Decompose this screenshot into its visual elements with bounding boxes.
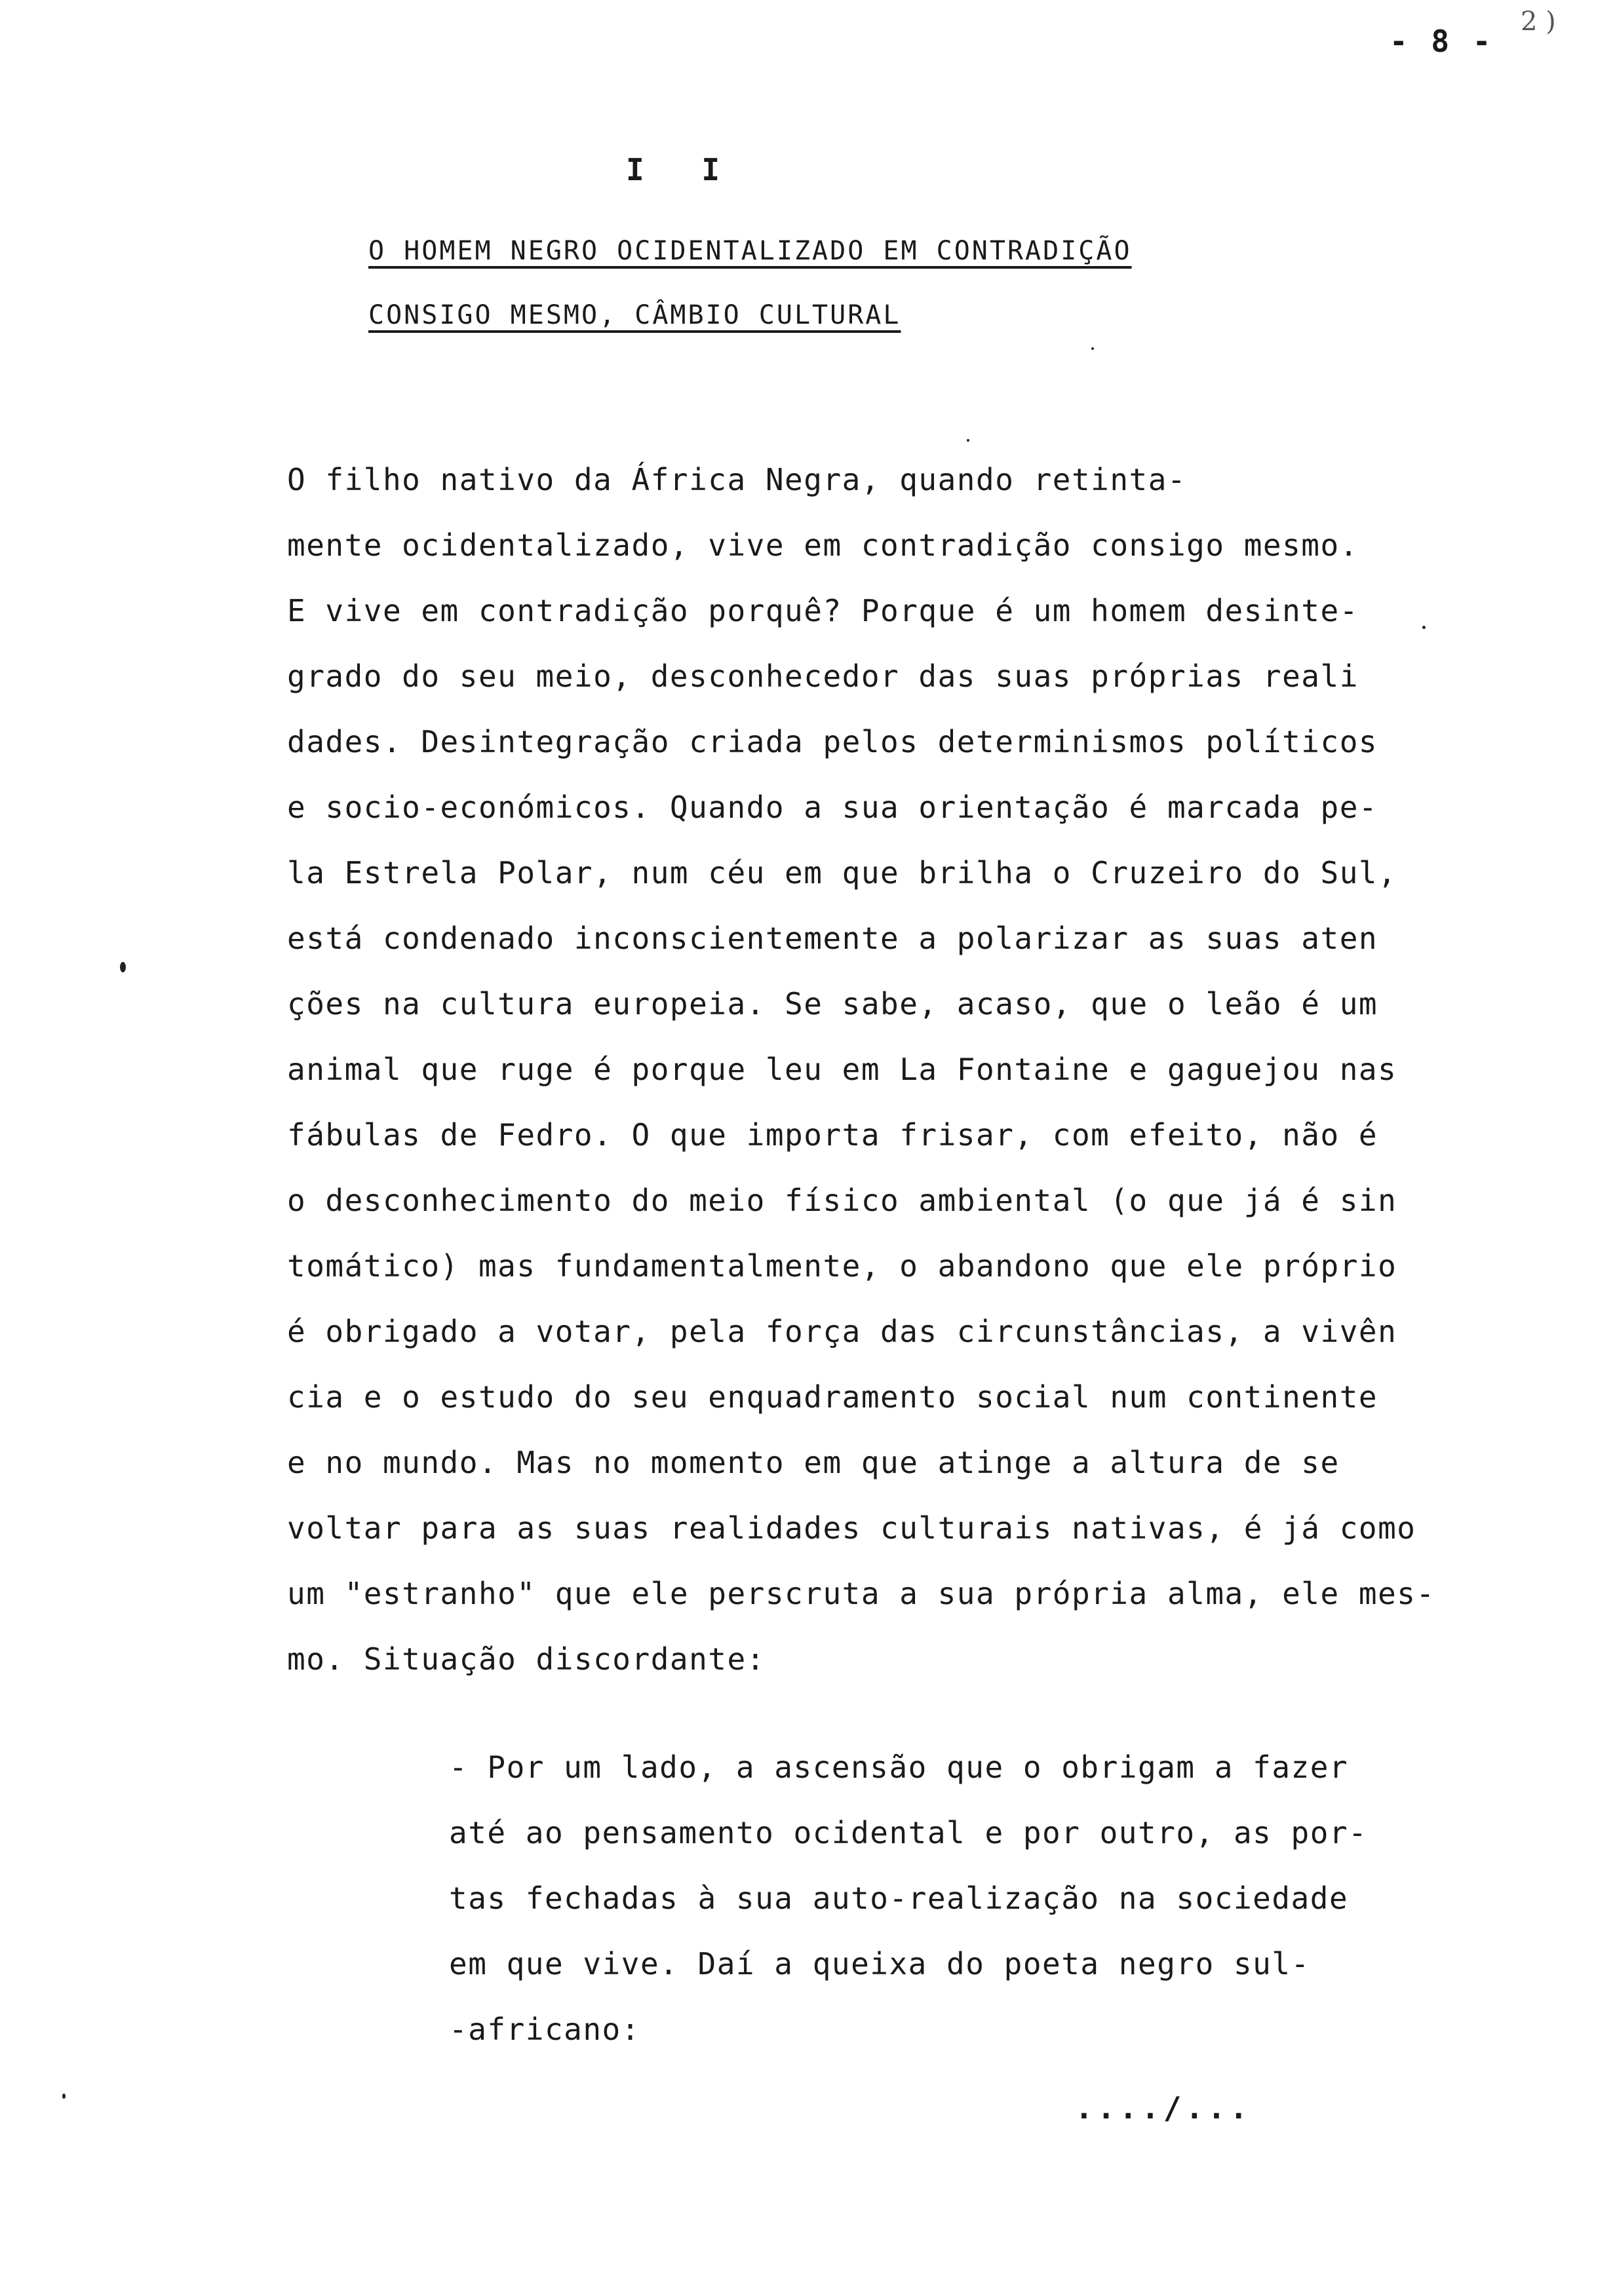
handwritten-page-mark: 2 ) (1521, 7, 1556, 37)
body-line: está condenado inconscientemente a polarizar as suas aten (287, 921, 1378, 956)
section-title-line-2: CONSIGO MESMO, CÂMBIO CULTURAL (368, 300, 901, 330)
body-line: E vive em contradição porquê? Porque é um homem desinte- (287, 593, 1359, 628)
page-number: - 8 - (1390, 24, 1494, 59)
body-line: cia e o estudo do seu enquadramento social num continente (287, 1379, 1378, 1415)
body-line: voltar para as suas realidades culturais nativas, é já como (287, 1510, 1416, 1546)
body-line: mente ocidentalizado, vive em contradição consigo mesmo. (287, 527, 1359, 563)
scan-speck (62, 2094, 66, 2099)
body-line: e socio-económicos. Quando a sua orientação é marcada pe- (287, 790, 1378, 825)
body-line: e no mundo. Mas no momento em que atinge a altura de se (287, 1445, 1340, 1480)
body-line: dades. Desintegração criada pelos determinismos políticos (287, 724, 1378, 759)
body-line: grado do seu meio, desconhecedor das suas próprias reali (287, 659, 1359, 694)
body-line: tomático) mas fundamentalmente, o abandono que ele próprio (287, 1248, 1397, 1284)
scan-speck (120, 962, 126, 972)
scan-speck (967, 439, 969, 442)
body-line: o desconhecimento do meio físico ambiental (o que já é sin (287, 1183, 1397, 1218)
body-line: mo. Situação discordante: (287, 1641, 766, 1677)
continuation-marker: ..../... (1075, 2090, 1252, 2126)
body-line: O filho nativo da África Negra, quando retinta- (287, 462, 1187, 497)
scan-speck (1091, 347, 1094, 350)
scan-speck (1422, 626, 1426, 629)
body-line: ções na cultura europeia. Se sabe, acaso, que o leão é um (287, 986, 1378, 1022)
quote-line: até ao pensamento ocidental e por outro, as por- (449, 1815, 1368, 1850)
body-line: é obrigado a votar, pela força das circunstâncias, a vivên (287, 1314, 1397, 1349)
quote-line: tas fechadas à sua auto-realização na sociedade (449, 1881, 1349, 1916)
quote-line: - Por um lado, a ascensão que o obrigam a fazer (449, 1750, 1349, 1785)
section-title-line-1: O HOMEM NEGRO OCIDENTALIZADO EM CONTRADIÇÃO (368, 236, 1132, 266)
quote-line: -africano: (449, 2012, 640, 2047)
quote-line: em que vive. Daí a queixa do poeta negro sul- (449, 1946, 1310, 1981)
body-line: animal que ruge é porque leu em La Fontaine e gaguejou nas (287, 1052, 1397, 1087)
body-line: um "estranho" que ele perscruta a sua própria alma, ele mes- (287, 1576, 1435, 1611)
body-line: la Estrela Polar, num céu em que brilha o Cruzeiro do Sul, (287, 855, 1397, 890)
body-line: fábulas de Fedro. O que importa frisar, com efeito, não é (287, 1117, 1378, 1153)
section-number: I I (626, 152, 740, 187)
